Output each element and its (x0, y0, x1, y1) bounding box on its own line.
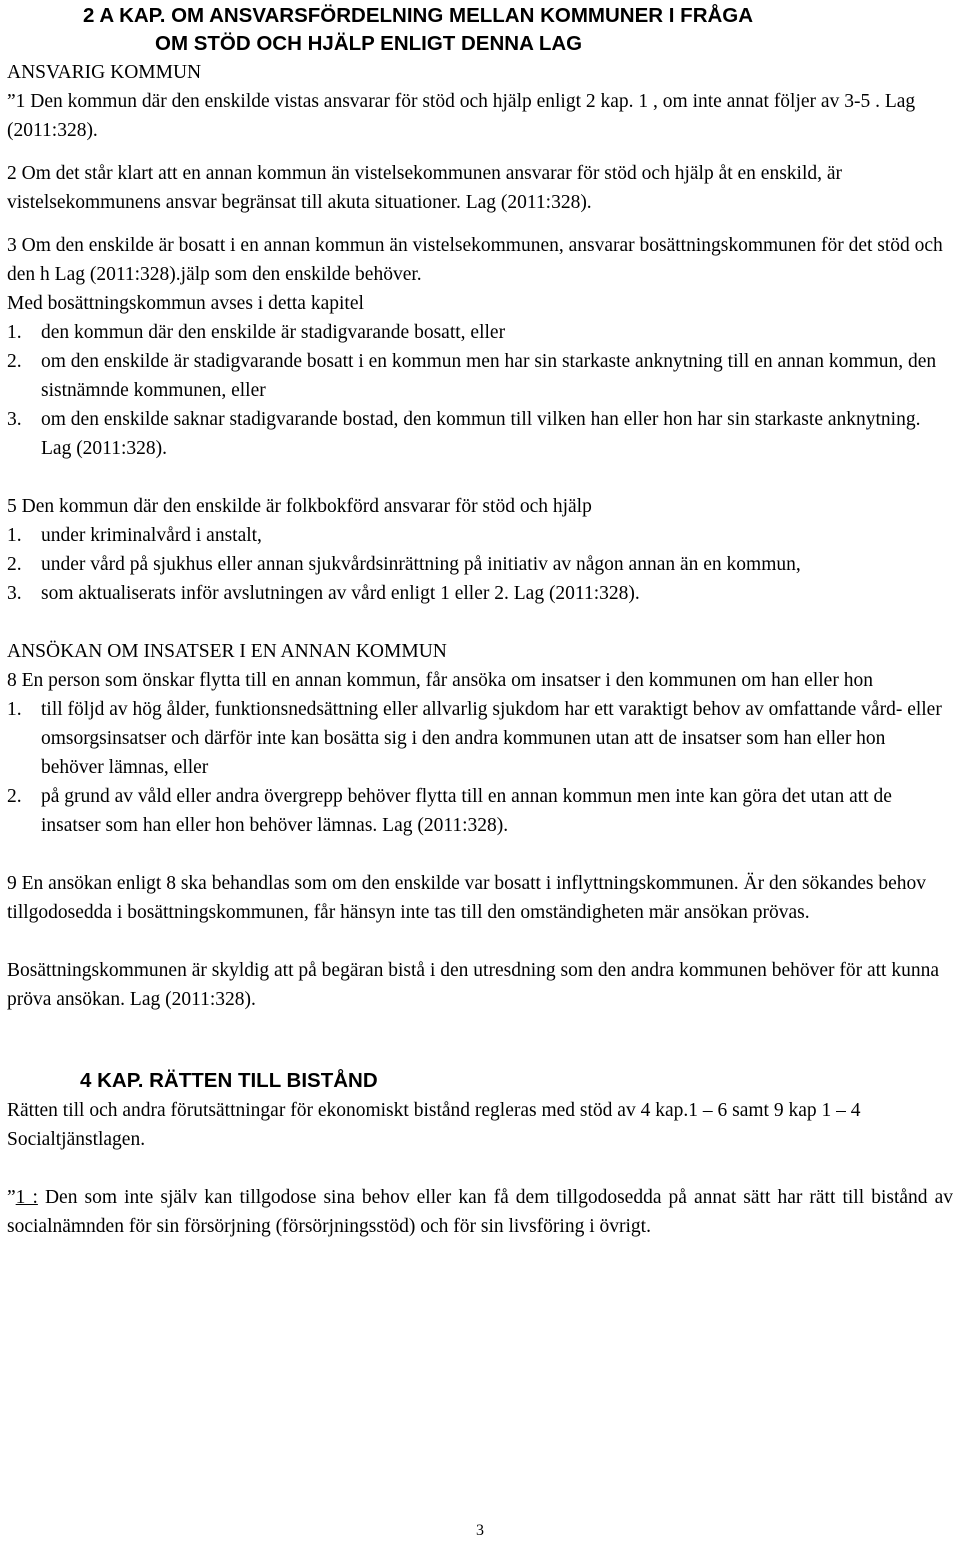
chapter-heading-line-2: OM STÖD OCH HJÄLP ENLIGT DENNA LAG (155, 32, 583, 55)
paragraph-1: ”1 Den kommun där den enskilde vistas ansvarar för stöd och hjälp enligt 2 kap. 1 , om inte annat följer av 3-5 . Lag (2011:328). (7, 91, 916, 141)
list-item: 2. på grund av våld eller andra övergrepp behöver flytta till en annan kommun men inte kan göra det utan att de insatser som han eller hon behöver lämnas. Lag (2011:328). (7, 786, 892, 836)
paragraph-8-list (7, 695, 953, 840)
section-title-application: ANSÖKAN OM INSATSER I EN ANNAN KOMMUN (7, 641, 447, 662)
chapter-4-paragraph-1 (7, 1183, 953, 1241)
page-number: 3 (476, 1522, 484, 1539)
list-item: 3. om den enskilde saknar stadigvarande bostad, den kommun till vilken han eller hon har sin starkaste anknytning. Lag (2011:328). (7, 409, 921, 459)
paragraph-5-lead: 5 Den kommun där den enskilde är folkbokförd ansvarar för stöd och hjälp (7, 496, 592, 517)
paragraph-3: 3 Om den enskilde är bosatt i en annan kommun än vistelsekommunen, ansvarar bosättningskommunen för det stöd och den h Lag (2011:328).jälp som den enskilde behöver. (7, 235, 943, 285)
paragraph-8-lead: 8 En person som önskar flytta till en annan kommun, får ansöka om insatser i den kommunen om han eller hon (7, 670, 873, 691)
paragraph-10: Bosättningskommunen är skyldig att på begäran bistå i den utresdning som den andra kommunen behöver för att kunna pröva ansökan. Lag (2011:328). (7, 960, 940, 1010)
chapter-heading (7, 2, 953, 58)
document-page (7, 2, 953, 1241)
section-reference: 1 : (15, 1187, 38, 1208)
list-item: 2. om den enskilde är stadigvarande bosatt i en kommun men har sin starkaste anknytning till en annan kommun, den sistnämnde kommunen, eller (7, 351, 937, 401)
paragraph-3-list (7, 318, 953, 463)
chapter-4-paragraph-1-text: Den som inte själv kan tillgodose sina behov eller kan få dem tillgodosedda på annat sätt har rätt till bistånd av socialnämnden för sin försörjning (försörjningsstöd) och för sin livsföring i övrigt. (7, 1187, 953, 1237)
paragraph-9: 9 En ansökan enligt 8 ska behandlas som om den enskilde var bosatt i inflyttningskommunen. Är den sökandes behov tillgodosedda i bosättningskommunen, får hänsyn inte tas till den omständigheten mär ansökan prövas. (7, 873, 927, 923)
opening-quote: ” (7, 1187, 16, 1208)
section-title-responsible-municipality: ANSVARIG KOMMUN (7, 62, 202, 83)
list-item: 1. under kriminalvård i anstalt, (7, 525, 262, 546)
chapter-heading-line-1: 2 A KAP. OM ANSVARSFÖRDELNING MELLAN KOMMUNER I FRÅGA (83, 4, 754, 27)
list-item: 1. den kommun där den enskilde är stadigvarande bosatt, eller (7, 322, 506, 343)
chapter-4-intro: Rätten till och andra förutsättningar för ekonomiskt bistånd regleras med stöd av 4 kap.1 – 6 samt 9 kap 1 – 4 Socialtjänstlagen. (7, 1100, 861, 1150)
list-item: 2. under vård på sjukhus eller annan sjukvårdsinrättning på initiativ av någon annan än en kommun, (7, 554, 801, 575)
paragraph-5-list (7, 521, 953, 608)
list-item: 3. som aktualiserats inför avslutningen av vård enligt 1 eller 2. Lag (2011:328). (7, 583, 640, 604)
chapter-4-heading: 4 KAP. RÄTTEN TILL BISTÅND (80, 1069, 378, 1092)
paragraph-3-lead: Med bosättningskommun avses i detta kapitel (7, 293, 364, 314)
paragraph-2: 2 Om det står klart att en annan kommun än vistelsekommunen ansvarar för stöd och hjälp åt en enskild, är vistelsekommunens ansvar begränsat till akuta situationer. Lag (2011:328). (7, 163, 843, 213)
list-item: 1. till följd av hög ålder, funktionsnedsättning eller allvarlig sjukdom har ett varaktigt behov av omfattande vård- eller omsorgsinsatser och därför inte kan bosätta sig i den andra kommunen utan att de insatser som han eller hon behöver lämnas, eller (7, 699, 942, 778)
